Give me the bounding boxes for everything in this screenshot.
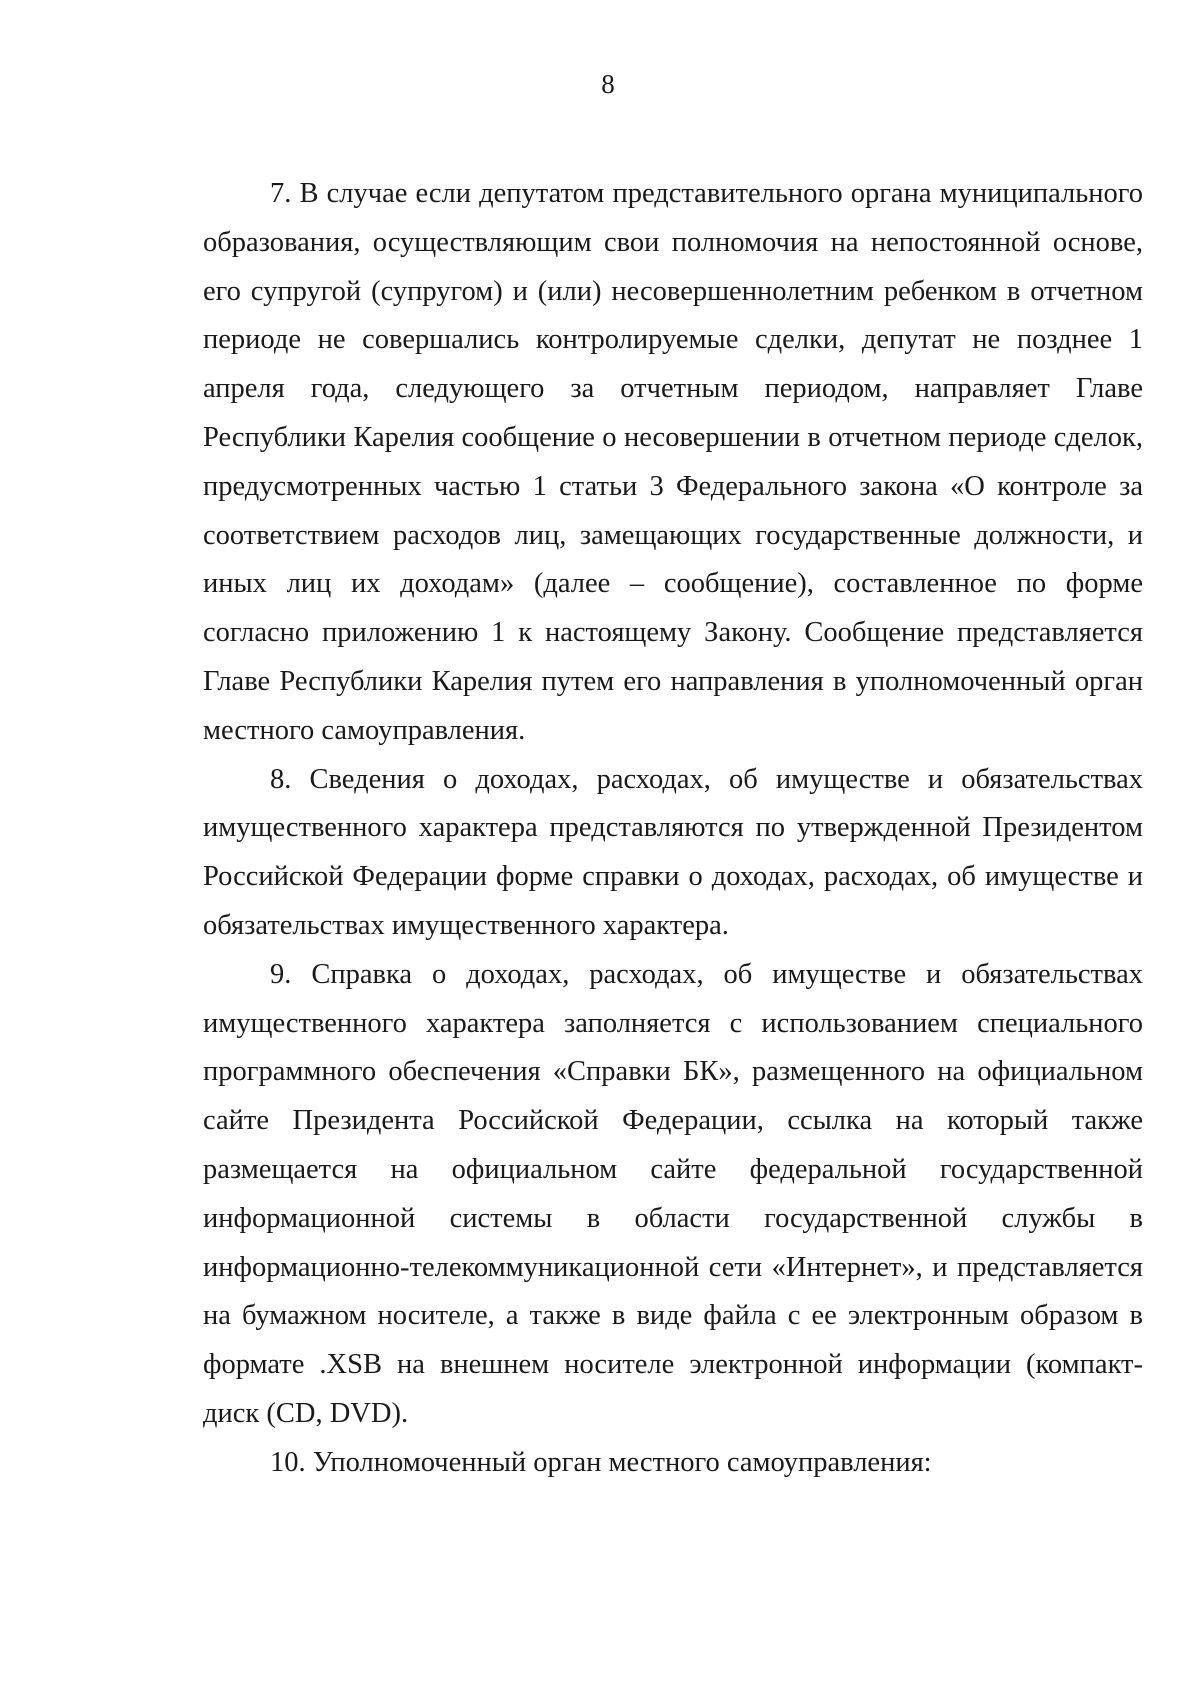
document-body <box>203 170 1143 1488</box>
paragraph-7: 7. В случае если депутатом представительного органа муниципального образования, осуществляющим свои полномочия на непостоянной основе, его супругой (супругом) и (или) несовершеннолетним ребенком в отчетном периоде не совершались контролируемые сделки, депутат не позднее 1 апреля года, следующего за отчетным периодом, направляет Главе Республики Карелия сообщение о несовершении в отчетном периоде сделок, предусмотренных частью 1 статьи 3 Федерального закона «О контроле за соответствием расходов лиц, замещающих государственные должности, и иных лиц их доходам» (далее – сообщение), составленное по форме согласно приложению 1 к настоящему Закону. Сообщение представляется Главе Республики Карелия путем его направления в уполномоченный орган местного самоуправления. <box>203 178 1143 746</box>
page-number: 8 <box>601 69 615 99</box>
paragraph-8: 8. Сведения о доходах, расходах, об имуществе и обязательствах имущественного характера представляются по утвержденной Президентом Российской Федерации форме справки о доходах, расходах, об имуществе и обязательствах имущественного характера. <box>203 763 1143 941</box>
paragraph-10: 10. Уполномоченный орган местного самоуправления: <box>270 1446 932 1478</box>
paragraph-9: 9. Справка о доходах, расходах, об имуществе и обязательствах имущественного характера заполняется с использованием специального программного обеспечения «Справки БК», размещенного на официальном сайте Президента Российской Федерации, ссылка на который также размещается на официальном сайте федеральной государственной информационной системы в области государственной службы в информационно-телекоммуникационной сети «Интернет», и представляется на бумажном носителе, а также в виде файла с ее электронным образом в формате .XSB на внешнем носителе электронной информации (компакт-диск (CD, DVD). <box>203 958 1143 1429</box>
